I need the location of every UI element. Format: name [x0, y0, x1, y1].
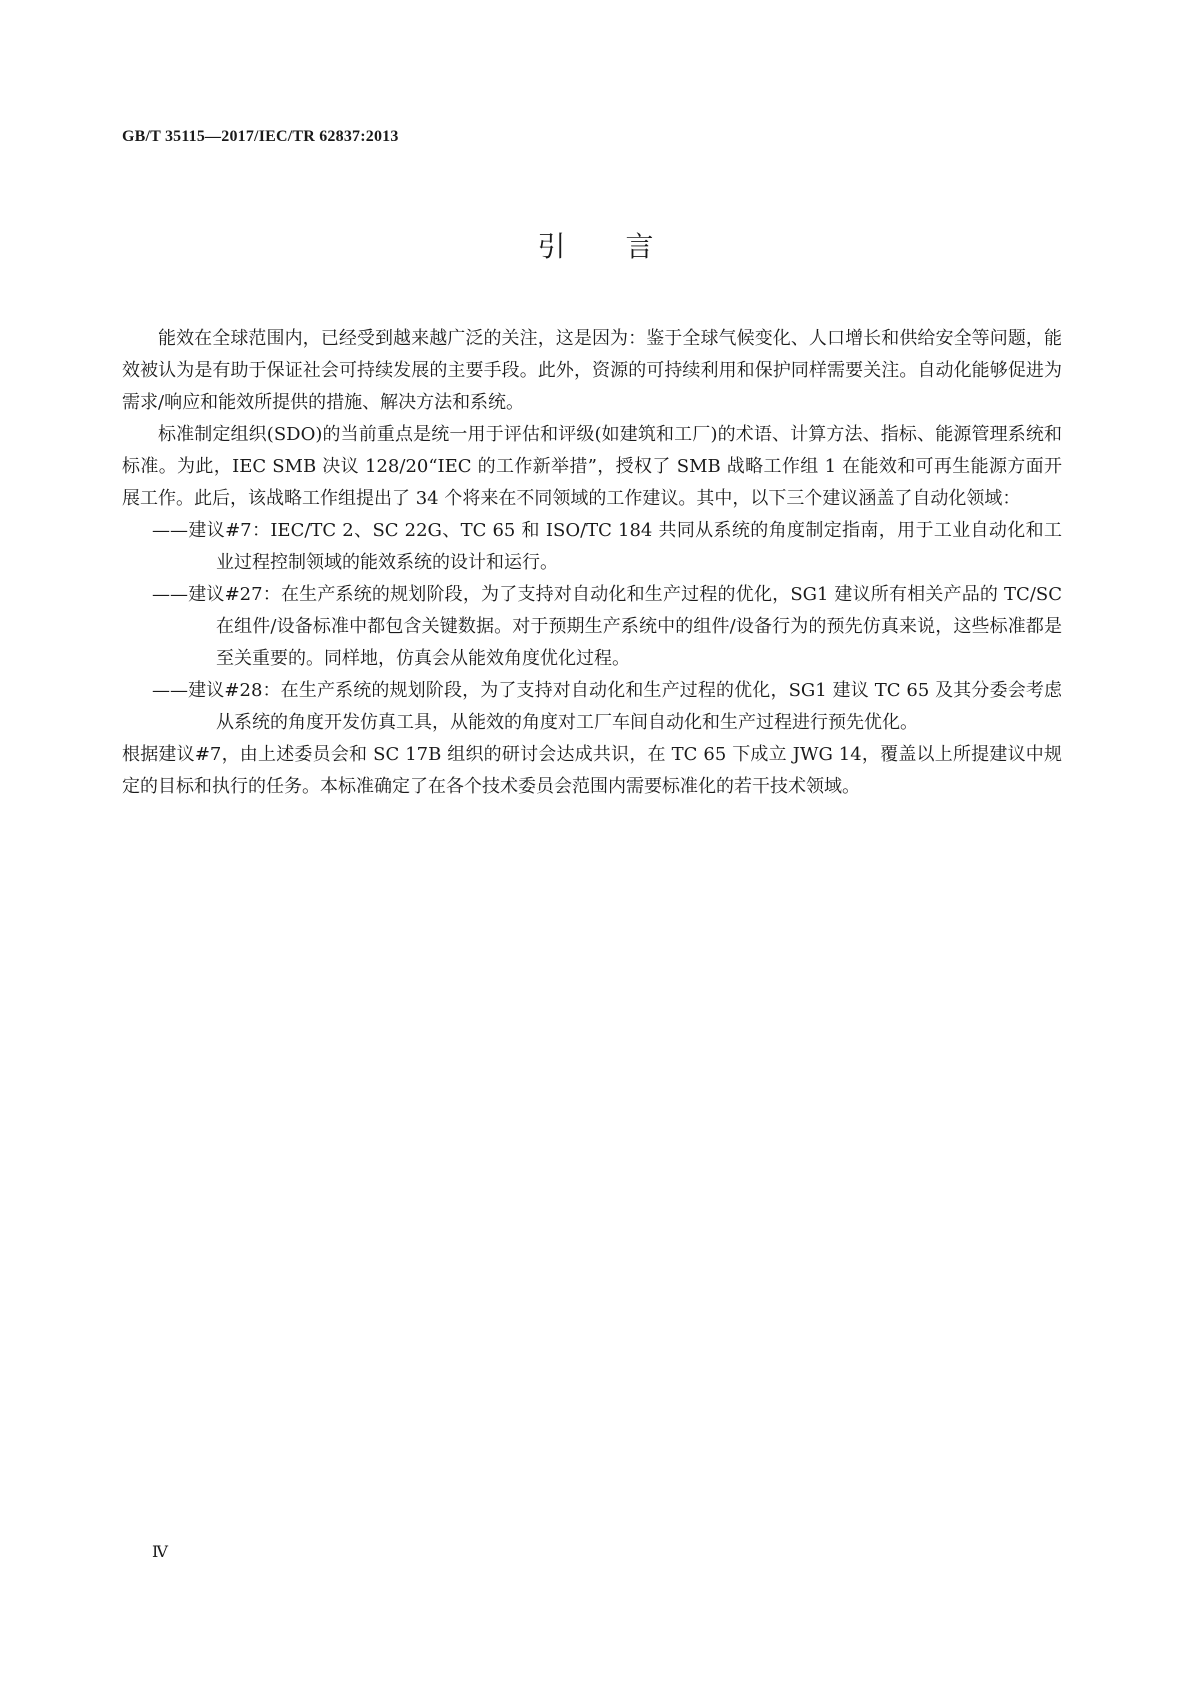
paragraph-2: 标准制定组织(SDO)的当前重点是统一用于评估和评级(如建筑和工厂)的术语、计算方法、指标、能源管理系统和标准。为此，IEC SMB 决议 128/20“IEC 的工作新举措”，授权了 SMB 战略工作组 1 在能效和可再生能源方面开展工作。此后，该战略工作组提出了 34 个将来在不同领域的工作建议。其中，以下三个建议涵盖了自动化领域： — [122, 424, 1062, 509]
section-title: 引言 — [537, 230, 714, 263]
standard-number-header: GB/T 35115—2017/IEC/TR 62837:2013 — [122, 128, 399, 145]
list-item-recommendation-7: ——建议#7：IEC/TC 2、SC 22G、TC 65 和 ISO/TC 184 共同从系统的角度制定指南，用于工业自动化和工业过程控制领域的能效系统的设计和运行。 — [152, 520, 1062, 573]
page-number: Ⅳ — [152, 1544, 168, 1561]
list-item-recommendation-28: ——建议#28：在生产系统的规划阶段，为了支持对自动化和生产过程的优化，SG1 建议 TC 65 及其分委会考虑从系统的角度开发仿真工具，从能效的角度对工厂车间自动化和生产过程进行预先优化。 — [152, 680, 1062, 733]
paragraph-1: 能效在全球范围内，已经受到越来越广泛的关注，这是因为：鉴于全球气候变化、人口增长和供给安全等问题，能效被认为是有助于保证社会可持续发展的主要手段。此外，资源的可持续利用和保护同样需要关注。自动化能够促进为需求/响应和能效所提供的措施、解决方法和系统。 — [122, 328, 1062, 413]
document-body — [122, 323, 1062, 803]
paragraph-3: 根据建议#7，由上述委员会和 SC 17B 组织的研讨会达成共识，在 TC 65 下成立 JWG 14，覆盖以上所提建议中规定的目标和执行的任务。本标准确定了在各个技术委员会范围内需要标准化的若干技术领域。 — [122, 744, 1062, 797]
list-item-recommendation-27: ——建议#27：在生产系统的规划阶段，为了支持对自动化和生产过程的优化，SG1 建议所有相关产品的 TC/SC 在组件/设备标准中都包含关键数据。对于预期生产系统中的组件/设备行为的预先仿真来说，这些标准都是至关重要的。同样地，仿真会从能效角度优化过程。 — [152, 584, 1062, 669]
